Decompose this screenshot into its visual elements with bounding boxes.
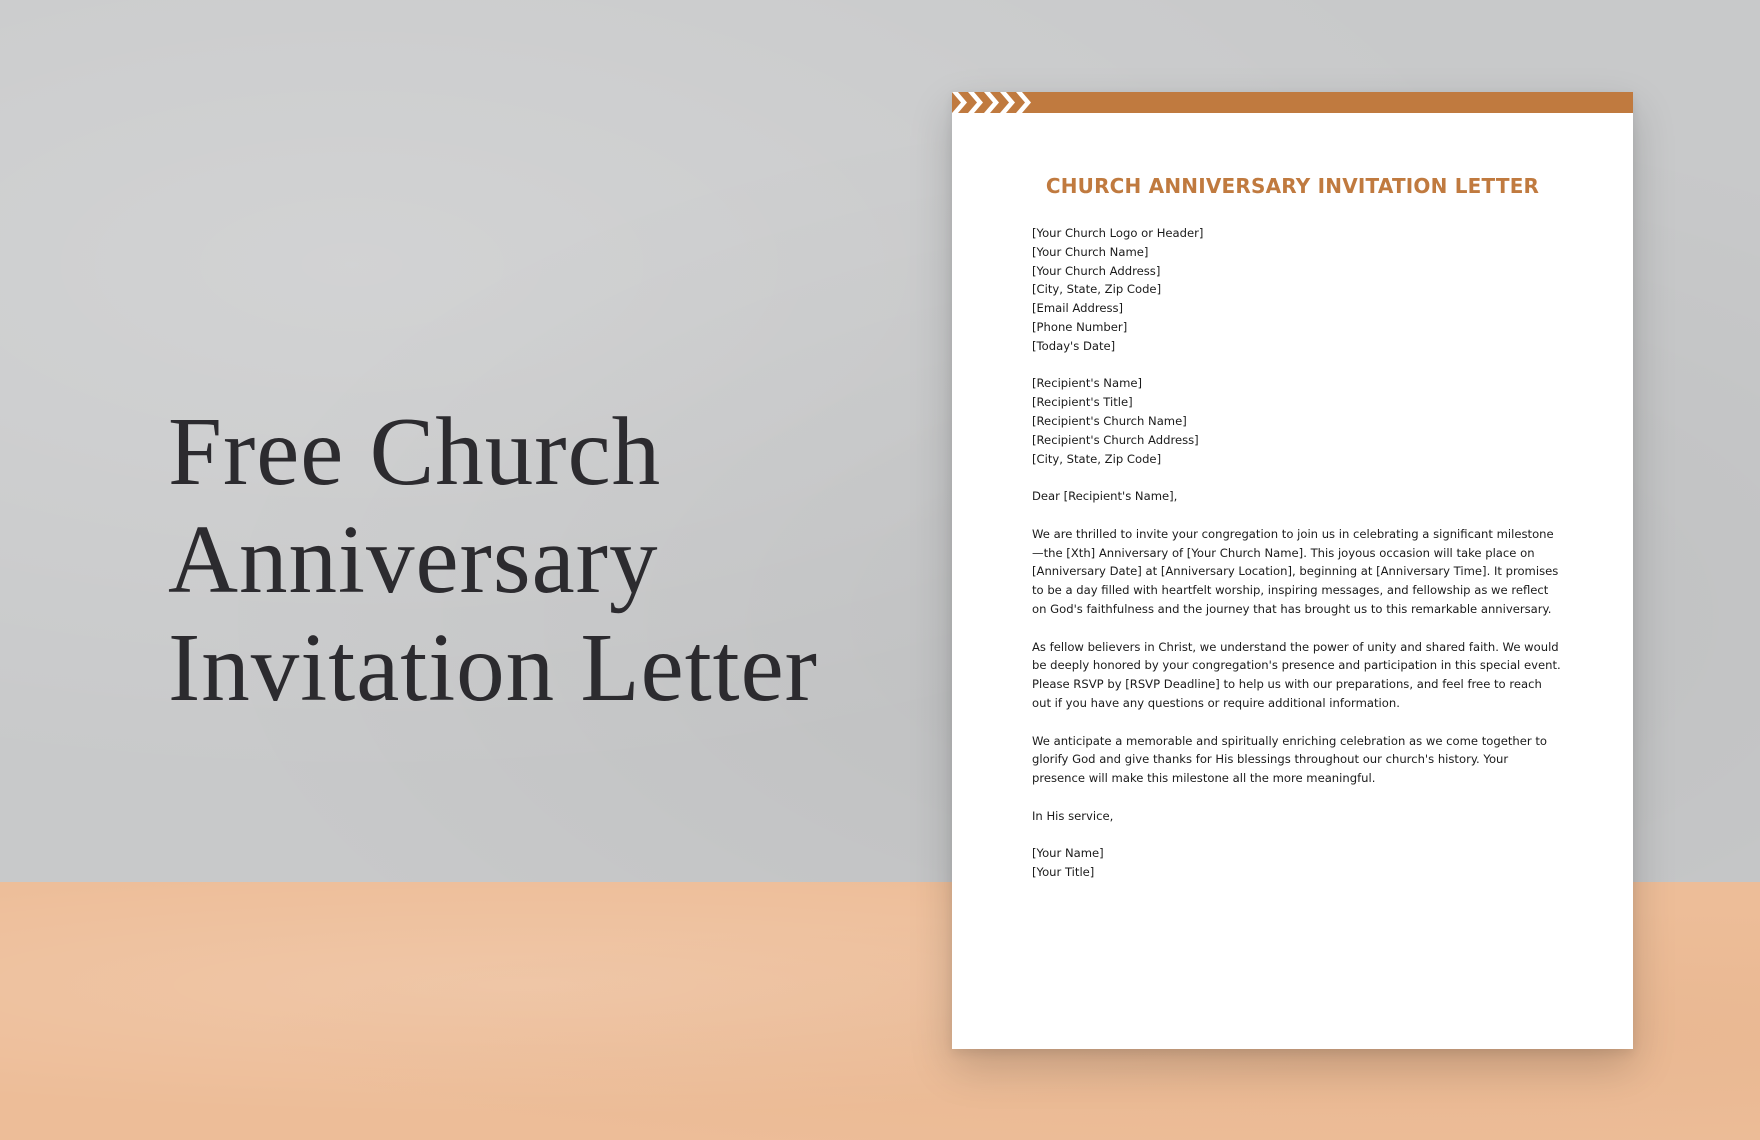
letter-document [952, 92, 1633, 1049]
recipient-line: [Recipient's Church Address] [1032, 432, 1199, 447]
sender-block [1032, 224, 1562, 356]
sender-line: [Your Church Logo or Header] [1032, 226, 1204, 240]
sender-line: [Today's Date] [1032, 338, 1116, 353]
body-paragraph: We anticipate a memorable and spiritually enriching celebration as we come together to glorify God and give thanks for His blessings throughout our church's history. Your presence will make this milestone all the more meaningful. [1032, 733, 1547, 786]
signature-block [1032, 844, 1562, 882]
chevron-decoration-icon [952, 92, 1034, 113]
body-paragraph: We are thrilled to invite your congregation to join us in celebrating a significant milestone—the [Xth] Anniversary of [Your Church Name]. This joyous occasion will take place on [Anniversary Date] at [Anniversary Location], beginning at [Anniversary Time]. It promises to be a day filled with heartfelt worship, inspiring messages, and fellowship as we reflect on God's faithfulness and the journey that has brought us to this remarkable anniversary. [1032, 526, 1559, 616]
recipient-line: [City, State, Zip Code] [1032, 451, 1162, 466]
sender-line: [Your Church Address] [1032, 263, 1161, 278]
sender-line: [Phone Number] [1032, 319, 1128, 334]
headline [168, 398, 868, 722]
sender-line: [City, State, Zip Code] [1032, 282, 1162, 297]
closing: In His service, [1032, 808, 1114, 823]
document-title: CHURCH ANNIVERSARY INVITATION LETTER [1045, 174, 1540, 198]
recipient-line: [Recipient's Title] [1032, 395, 1133, 410]
sender-line: [Your Church Name] [1032, 244, 1149, 259]
recipient-block [1032, 374, 1562, 468]
headline-line: Free Church [168, 398, 662, 505]
signature-line: [Your Name] [1032, 846, 1104, 861]
letter-body [1032, 224, 1562, 882]
recipient-line: [Recipient's Name] [1032, 376, 1143, 391]
accent-band [952, 92, 1633, 113]
salutation: Dear [Recipient's Name], [1032, 489, 1178, 504]
headline-line: Invitation Letter [168, 614, 818, 721]
sender-line: [Email Address] [1032, 301, 1124, 316]
body-paragraph: As fellow believers in Christ, we understand the power of unity and shared faith. We would be deeply honored by your congregation's presence and participation in this special event. Please RSVP by [RSVP Deadline] to help us with our preparations, and feel free to reach out if you have any questions or require additional information. [1032, 639, 1561, 710]
signature-line: [Your Title] [1032, 865, 1095, 880]
recipient-line: [Recipient's Church Name] [1032, 413, 1187, 428]
headline-line: Anniversary [168, 506, 659, 613]
